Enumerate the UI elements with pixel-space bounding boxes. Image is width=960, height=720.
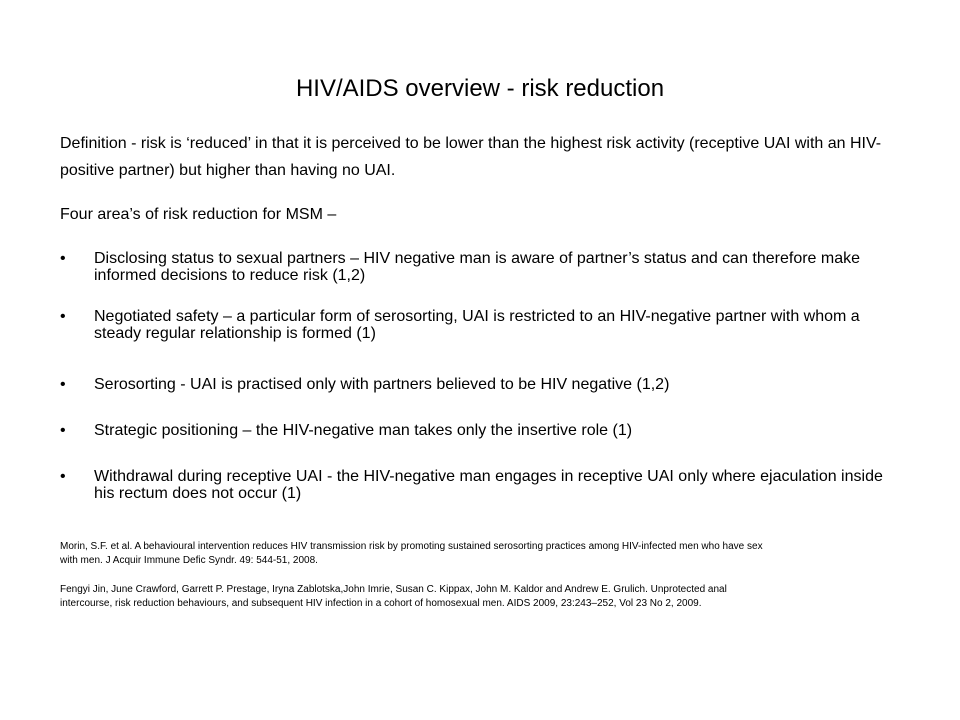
bullet-point: •	[60, 468, 66, 485]
list-item	[60, 250, 900, 284]
list-item	[60, 468, 900, 502]
bullet-text: Disclosing status to sexual partners – HIV negative man is aware of partner’s status and can therefore make informed decisions to reduce risk (1,2)	[94, 250, 861, 284]
list-item	[60, 376, 900, 393]
bullet-text: Negotiated safety – a particular form of serosorting, UAI is restricted to an HIV-negative partner with whom a steady regular relationship is formed (1)	[94, 308, 860, 342]
bullet-point: •	[60, 308, 66, 325]
reference-jin: Fengyi Jin, June Crawford, Garrett P. Prestage, Iryna Zablotska,John Imrie, Susan C. Kippax, John M. Kaldor and Andrew E. Grulich. Unprotected anal intercourse, risk reduction behaviours, and subsequent HIV infection in a cohort of homosexual men. AIDS 2009, 23:243–252, Vol 23 No 2, 2009.	[60, 584, 727, 609]
bullet-text: Strategic positioning – the HIV-negative man takes only the insertive role (1)	[94, 422, 633, 439]
list-item	[60, 308, 900, 342]
intro-line: Four area’s of risk reduction for MSM –	[60, 206, 337, 223]
reference-morin: Morin, S.F. et al. A behavioural intervention reduces HIV transmission risk by promoting sustained serosorting practices among HIV-infected men who have sex with men. J Acquir Immune Defic Syndr. 49: 544-51, 2008.	[60, 541, 763, 566]
bullet-point: •	[60, 250, 66, 267]
bullet-text: Serosorting - UAI is practised only with partners believed to be HIV negative (1,2)	[94, 376, 670, 393]
bullet-point: •	[60, 376, 66, 393]
slide-title: HIV/AIDS overview - risk reduction	[295, 75, 665, 102]
bullet-text: Withdrawal during receptive UAI - the HIV-negative man engages in receptive UAI only where ejaculation inside his rectum does not occur (1)	[94, 468, 883, 502]
definition-paragraph: Definition - risk is ‘reduced’ in that it is perceived to be lower than the highest risk activity (receptive UAI with an HIV-positive partner) but higher than having no UAI.	[60, 135, 882, 179]
list-item	[60, 422, 900, 439]
bullet-point: •	[60, 422, 66, 439]
